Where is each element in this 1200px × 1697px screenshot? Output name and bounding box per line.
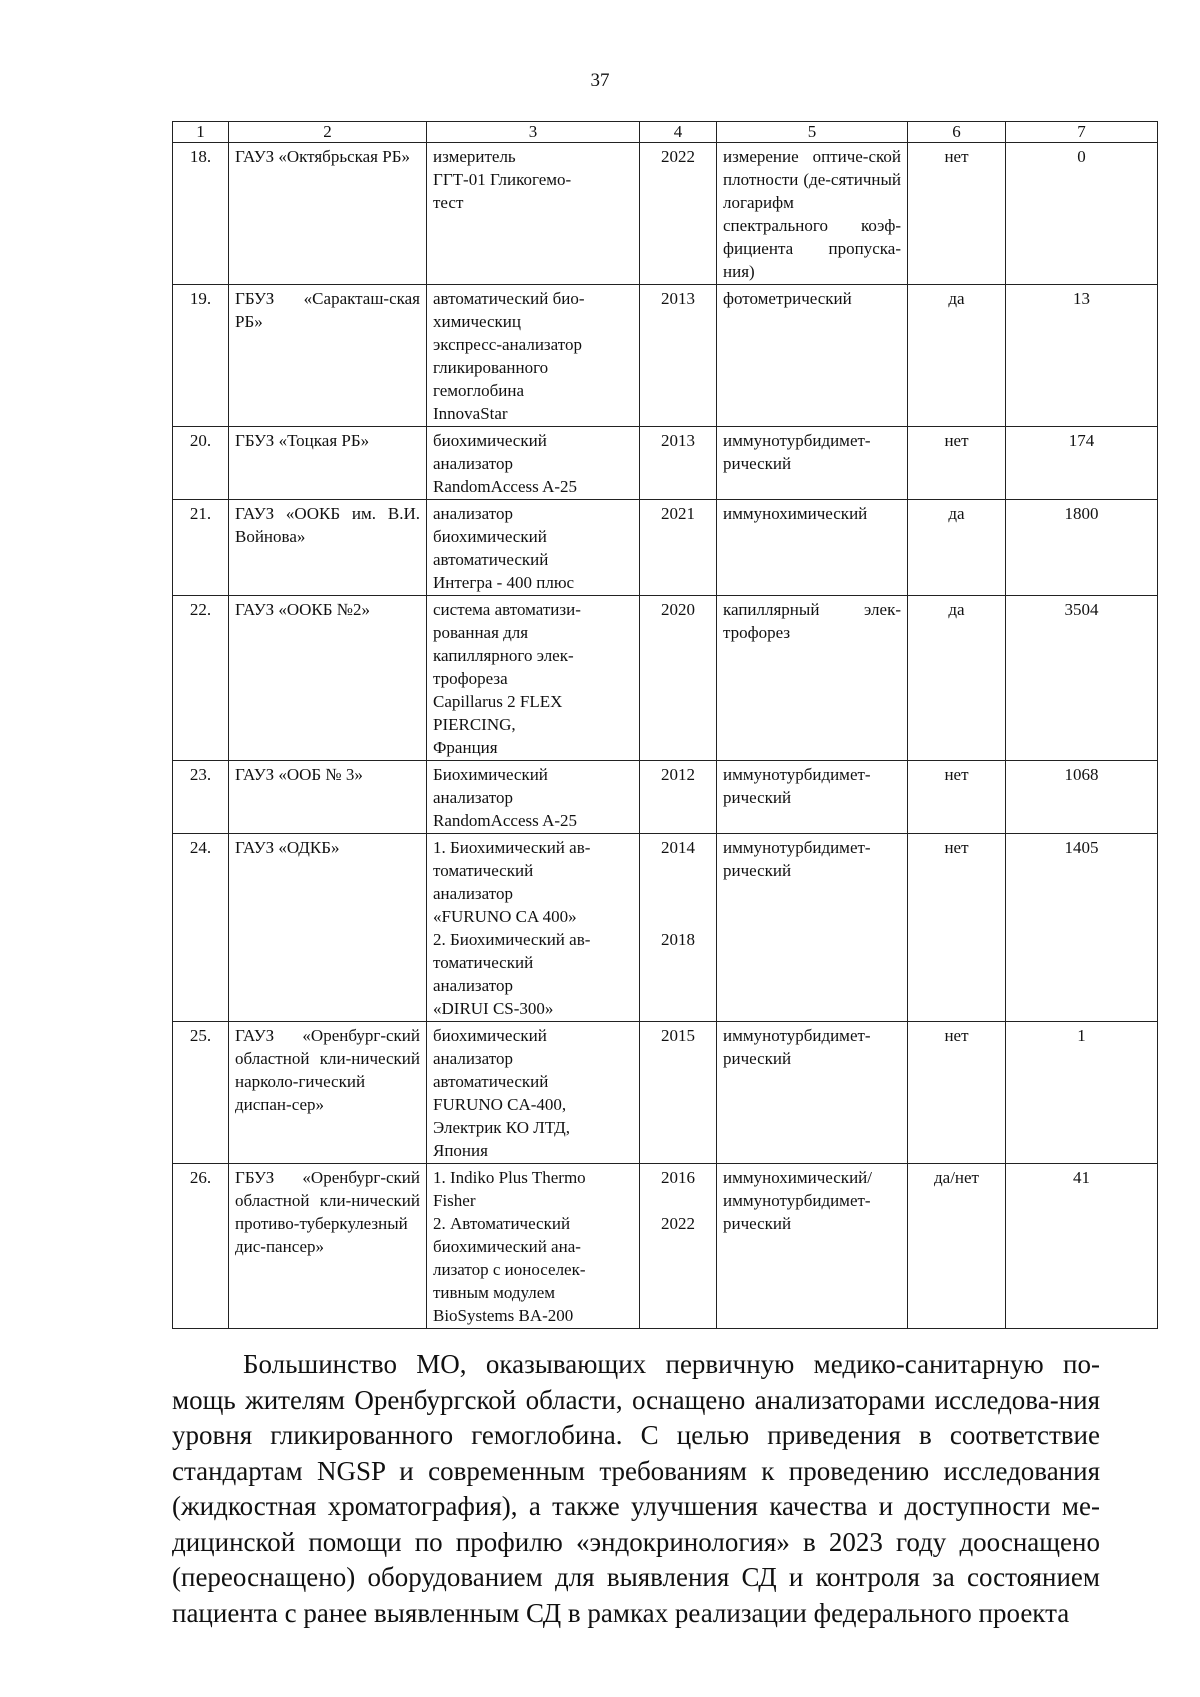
device-name: измеритель ГГТ-01 Гликогемо- тест (427, 143, 640, 285)
organization-name: ГАУЗ «ООБ № 3» (229, 761, 427, 834)
column-header: 1 (173, 122, 229, 143)
device-name: анализатор биохимический автоматический Интегра - 400 плюс (427, 500, 640, 596)
device-name: биохимический анализатор RandomAccess A-25 (427, 427, 640, 500)
method: иммунотурбидимет-рический (717, 834, 908, 1022)
column-header: 4 (640, 122, 717, 143)
row-number: 22. (173, 596, 229, 761)
page-number: 37 (590, 70, 610, 91)
count: 13 (1006, 285, 1158, 427)
device-name: 1. Биохимический ав- томатический анализатор «FURUNO CA 400» 2. Биохимический ав- томатический анализатор «DIRUI CS-300» (427, 834, 640, 1022)
row-number: 20. (173, 427, 229, 500)
column-header: 7 (1006, 122, 1158, 143)
organization-name: ГАУЗ «Октябрьская РБ» (229, 143, 427, 285)
organization-name: ГАУЗ «ОДКБ» (229, 834, 427, 1022)
year: 2020 (640, 596, 717, 761)
column-header: 2 (229, 122, 427, 143)
flag: да (908, 596, 1006, 761)
flag: нет (908, 834, 1006, 1022)
table-row (173, 143, 1158, 285)
equipment-table (172, 121, 1158, 1329)
device-name: автоматический био- химическиц экспресс-анализатор гликированного гемоглобина InnovaStar (427, 285, 640, 427)
flag: нет (908, 1022, 1006, 1164)
row-number: 25. (173, 1022, 229, 1164)
method: иммунохимический (717, 500, 908, 596)
column-header: 5 (717, 122, 908, 143)
method: иммунотурбидимет-рический (717, 761, 908, 834)
count: 3504 (1006, 596, 1158, 761)
method: капиллярный элек-трофорез (717, 596, 908, 761)
method: фотометрический (717, 285, 908, 427)
year: 2021 (640, 500, 717, 596)
table-row (173, 761, 1158, 834)
method: измерение оптиче-ской плотности (де-сятичный логарифм спектрального коэф-фициента пропуска-ния) (717, 143, 908, 285)
flag: нет (908, 427, 1006, 500)
year: 2013 (640, 427, 717, 500)
row-number: 26. (173, 1164, 229, 1329)
row-number: 23. (173, 761, 229, 834)
row-number: 18. (173, 143, 229, 285)
method: иммунотурбидимет-рический (717, 427, 908, 500)
count: 1405 (1006, 834, 1158, 1022)
count: 1 (1006, 1022, 1158, 1164)
row-number: 19. (173, 285, 229, 427)
year: 2012 (640, 761, 717, 834)
organization-name: ГБУЗ «Тоцкая РБ» (229, 427, 427, 500)
table-row (173, 1164, 1158, 1329)
device-name: 1. Indiko Plus Thermo Fisher 2. Автоматический биохимический ана- лизатор с ионоселек- тивным модулем BioSystems BA-200 (427, 1164, 640, 1329)
table-row (173, 834, 1158, 1022)
column-header: 3 (427, 122, 640, 143)
method: иммунотурбидимет-рический (717, 1022, 908, 1164)
organization-name: ГАУЗ «Оренбург-ский областной кли-нический нарколо-гический диспан-сер» (229, 1022, 427, 1164)
table-header-row (173, 122, 1158, 143)
flag: да (908, 285, 1006, 427)
row-number: 21. (173, 500, 229, 596)
year: 2015 (640, 1022, 717, 1164)
method: иммунохимический/ иммунотурбидимет-рический (717, 1164, 908, 1329)
body-paragraph: Большинство МО, оказывающих первичную медико-санитарную по-мощь жителям Оренбургской области, оснащено анализаторами исследова-ния уровня гликированного гемоглобина. С целью приведения в соответствие стандартам NGSP и современным требованиям к проведению исследования (жидкостная хроматография), а также улучшения качества и доступности ме-дицинской помощи по профилю «эндокринология» в 2023 году дооснащено (переоснащено) оборудованием для выявления СД и контроля за состоянием пациента с ранее выявленным СД в рамках реализации федерального проекта (172, 1349, 1100, 1628)
count: 174 (1006, 427, 1158, 500)
device-name: Биохимический анализатор RandomAccess A-25 (427, 761, 640, 834)
flag: нет (908, 143, 1006, 285)
device-name: биохимический анализатор автоматический FURUNO CA-400, Электрик КО ЛТД, Япония (427, 1022, 640, 1164)
count: 1068 (1006, 761, 1158, 834)
table-row (173, 596, 1158, 761)
organization-name: ГБУЗ «Саракташ-ская РБ» (229, 285, 427, 427)
column-header: 6 (908, 122, 1006, 143)
year: 2022 (640, 143, 717, 285)
year: 2013 (640, 285, 717, 427)
organization-name: ГБУЗ «Оренбург-ский областной кли-нический противо-туберкулезный дис-пансер» (229, 1164, 427, 1329)
flag: нет (908, 761, 1006, 834)
table-row (173, 427, 1158, 500)
device-name: система автоматизи- рованная для капиллярного элек- трофореза Capillarus 2 FLEX PIERCING, Франция (427, 596, 640, 761)
count: 0 (1006, 143, 1158, 285)
flag: да (908, 500, 1006, 596)
row-number: 24. (173, 834, 229, 1022)
table-row (173, 285, 1158, 427)
organization-name: ГАУЗ «ООКБ №2» (229, 596, 427, 761)
table-row (173, 1022, 1158, 1164)
table-row (173, 500, 1158, 596)
organization-name: ГАУЗ «ООКБ им. В.И. Войнова» (229, 500, 427, 596)
flag: да/нет (908, 1164, 1006, 1329)
year: 2014 2018 (640, 834, 717, 1022)
year: 2016 2022 (640, 1164, 717, 1329)
count: 1800 (1006, 500, 1158, 596)
count: 41 (1006, 1164, 1158, 1329)
